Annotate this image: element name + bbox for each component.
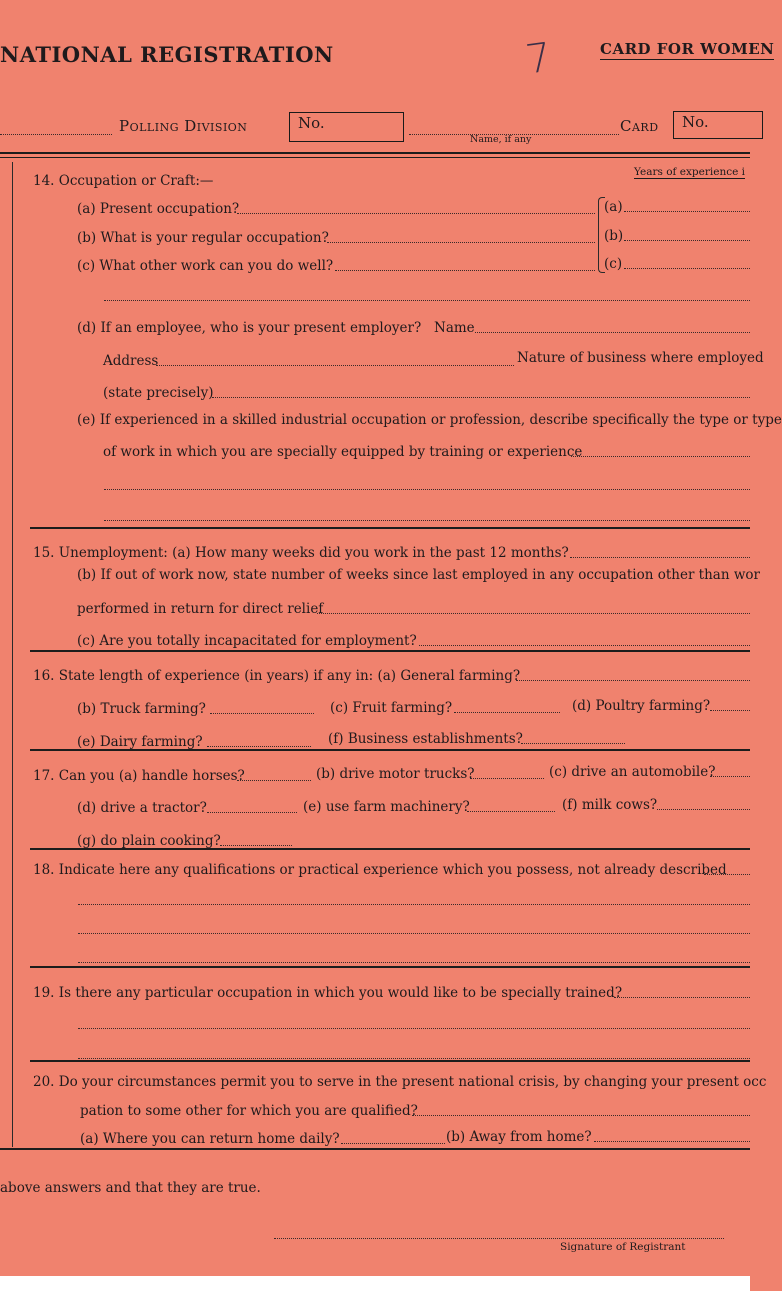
q17a-field[interactable]	[237, 780, 311, 781]
form-title: NATIONAL REGISTRATION	[0, 42, 334, 67]
q15b-label-line2: performed in return for direct relief	[77, 601, 324, 617]
q19-line-2[interactable]	[78, 1028, 750, 1029]
signature-field[interactable]	[274, 1238, 724, 1239]
years-experience-label: Years of experience i	[634, 166, 745, 178]
polling-division-number-field[interactable]	[289, 112, 404, 142]
years-c-label: (c)	[604, 256, 623, 272]
q14a-field[interactable]	[237, 213, 595, 214]
q17b-field[interactable]	[470, 778, 544, 779]
name-hint: Name, if any	[470, 134, 532, 145]
q17c-field[interactable]	[710, 776, 750, 777]
q19-label: 19. Is there any particular occupation in which you would like to be specially trained?	[33, 985, 623, 1001]
q14c-field[interactable]	[335, 270, 595, 271]
q15b-label-line1: (b) If out of work now, state number of weeks since last employed in any occupation other than wor	[77, 567, 760, 583]
q16a-field[interactable]	[516, 680, 750, 681]
q20a-field[interactable]	[341, 1143, 445, 1144]
nature-business-label: Nature of business where employed	[517, 350, 764, 366]
polling-division-label: Polling Division	[119, 117, 248, 135]
q18-line-2[interactable]	[78, 904, 750, 905]
q16f-field[interactable]	[521, 743, 625, 744]
q16f-label: (f) Business establishments?	[328, 731, 523, 747]
q14e-label-line1: (e) If experienced in a skilled industrial occupation or profession, describe specifically the type or type	[77, 412, 782, 428]
q15b-field[interactable]	[317, 613, 750, 614]
polling-no-label: No.	[298, 114, 325, 132]
years-c-field[interactable]	[624, 268, 750, 269]
q16d-field[interactable]	[710, 710, 750, 711]
q20a-label: (a) Where you can return home daily?	[80, 1131, 340, 1147]
q14a-label: (a) Present occupation?	[77, 201, 240, 217]
q16b-field[interactable]	[210, 713, 314, 714]
state-precisely-label: (state precisely)	[103, 385, 214, 401]
q16e-label: (e) Dairy farming?	[77, 734, 203, 750]
q20b-label: (b) Away from home?	[446, 1129, 592, 1145]
q16a-label: 16. State length of experience (in years) if any in: (a) General farming?	[33, 668, 521, 684]
q17c-label: (c) drive an automobile?	[549, 764, 716, 780]
years-a-field[interactable]	[624, 211, 750, 212]
q14b-label: (b) What is your regular occupation?	[77, 230, 329, 246]
q14d-label: (d) If an employee, who is your present employer?	[77, 320, 422, 336]
q14b-field[interactable]	[327, 242, 595, 243]
q16c-label: (c) Fruit farming?	[330, 700, 453, 716]
years-b-label: (b)	[604, 228, 624, 244]
q20b-field[interactable]	[594, 1141, 750, 1142]
q14-heading: 14. Occupation or Craft:—	[33, 173, 214, 189]
q14e-line-2[interactable]	[104, 489, 750, 490]
q17e-label: (e) use farm machinery?	[303, 799, 470, 815]
q14e-field[interactable]	[571, 456, 750, 457]
q17a-label: 17. Can you (a) handle horses?	[33, 768, 245, 784]
card-no-label: No.	[682, 113, 709, 131]
q17f-label: (f) milk cows?	[562, 797, 658, 813]
q17d-label: (d) drive a tractor?	[77, 800, 207, 816]
q16b-label: (b) Truck farming?	[77, 701, 206, 717]
handwritten-number: 7	[522, 34, 555, 84]
q15a-label: 15. Unemployment: (a) How many weeks did you work in the past 12 months?	[33, 545, 569, 561]
q14c-label: (c) What other work can you do well?	[77, 258, 334, 274]
q18-line-3[interactable]	[78, 933, 750, 934]
card-number-field[interactable]	[673, 111, 763, 139]
q14e-label-line2: of work in which you are specially equipped by training or experience	[103, 444, 583, 460]
business-nature-field[interactable]	[212, 397, 750, 398]
q18-line-4[interactable]	[78, 962, 750, 963]
q17d-field[interactable]	[207, 812, 297, 813]
q16d-label: (d) Poultry farming?	[572, 698, 711, 714]
q20-label-line2: pation to some other for which you are qualified?	[80, 1103, 418, 1119]
q19-line-3[interactable]	[78, 1058, 750, 1059]
q14e-line-3[interactable]	[104, 520, 750, 521]
declaration-text: above answers and that they are true.	[0, 1180, 261, 1196]
q18-label: 18. Indicate here any qualifications or practical experience which you possess, not already described	[33, 862, 727, 878]
q19-field[interactable]	[614, 997, 750, 998]
q16c-field[interactable]	[454, 712, 560, 713]
q15c-field[interactable]	[419, 645, 750, 646]
signature-label: Signature of Registrant	[560, 1241, 686, 1253]
q14c-extra-line[interactable]	[104, 300, 750, 301]
q17f-field[interactable]	[657, 809, 750, 810]
q20-field[interactable]	[412, 1115, 750, 1116]
q16e-field[interactable]	[207, 746, 311, 747]
q17b-label: (b) drive motor trucks?	[316, 766, 475, 782]
q17e-field[interactable]	[467, 811, 555, 812]
q18-field[interactable]	[704, 874, 750, 875]
years-b-field[interactable]	[624, 240, 750, 241]
employer-address-field[interactable]	[156, 365, 514, 366]
address-label: Address	[103, 353, 159, 369]
q17g-field[interactable]	[220, 845, 292, 846]
q15c-label: (c) Are you totally incapacitated for employment?	[77, 633, 417, 649]
years-a-label: (a)	[604, 199, 623, 215]
card-label: Card	[620, 117, 659, 135]
employer-name-field[interactable]	[475, 332, 750, 333]
q15a-field[interactable]	[570, 557, 750, 558]
q17g-label: (g) do plain cooking?	[77, 833, 221, 849]
q20-label-line1: 20. Do your circumstances permit you to serve in the present national crisis, by changing your present occ	[33, 1074, 767, 1090]
card-type-label: CARD FOR WOMEN	[600, 40, 775, 58]
q14d-name-label: Name	[434, 320, 475, 336]
